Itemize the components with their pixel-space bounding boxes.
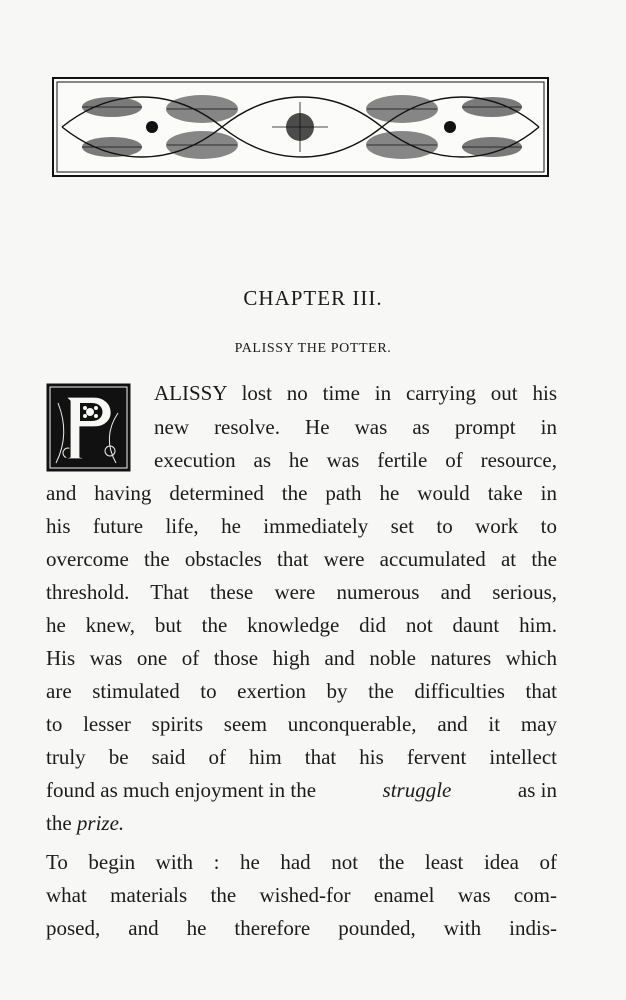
text-line-15: To begin with : he had not the least idea of (46, 850, 557, 874)
text-line-13-end: as in (517, 778, 557, 802)
text-line-13 (46, 777, 557, 803)
text-line-6: overcome the obstacles that were accumulated at the (46, 547, 557, 571)
text-line-1: ALISSY lost no time in carrying out his (154, 381, 557, 405)
text-line-13-emphasis: struggle (382, 778, 452, 802)
text-line-8: he knew, but the knowledge did not daunt him. (46, 613, 557, 637)
text-line-16: what materials the wished-for enamel was com- (46, 883, 557, 907)
text-line-10: are stimulated to exertion by the difficulties that (46, 679, 557, 703)
floral-headpiece-ornament (52, 77, 549, 177)
text-line-13-start: found as much enjoyment in the (46, 778, 317, 802)
text-line-3: execution as he was fertile of resource, (154, 448, 557, 472)
text-line-11: to lesser spirits seem unconquerable, and it may (46, 712, 557, 736)
text-line-4: and having determined the path he would take in (46, 481, 557, 505)
text-line-5: his future life, he immediately set to work to (46, 514, 557, 538)
decorated-dropcap-p (46, 383, 131, 472)
text-line-2: new resolve. He was as prompt in (154, 415, 557, 439)
text-line-14-emphasis: prize. (76, 811, 125, 835)
chapter-title: CHAPTER III. (243, 286, 383, 310)
text-line-17: posed, and he therefore pounded, with indis- (46, 916, 557, 940)
text-line-9: His was one of those high and noble natures which (46, 646, 557, 670)
text-line-7: threshold. That these were numerous and serious, (46, 580, 557, 604)
text-line-12: truly be said of him that his fervent intellect (46, 745, 557, 769)
chapter-subtitle: PALISSY THE POTTER. (234, 341, 392, 356)
text-line-14-start: the (46, 811, 72, 835)
text-line-14 (46, 810, 124, 836)
